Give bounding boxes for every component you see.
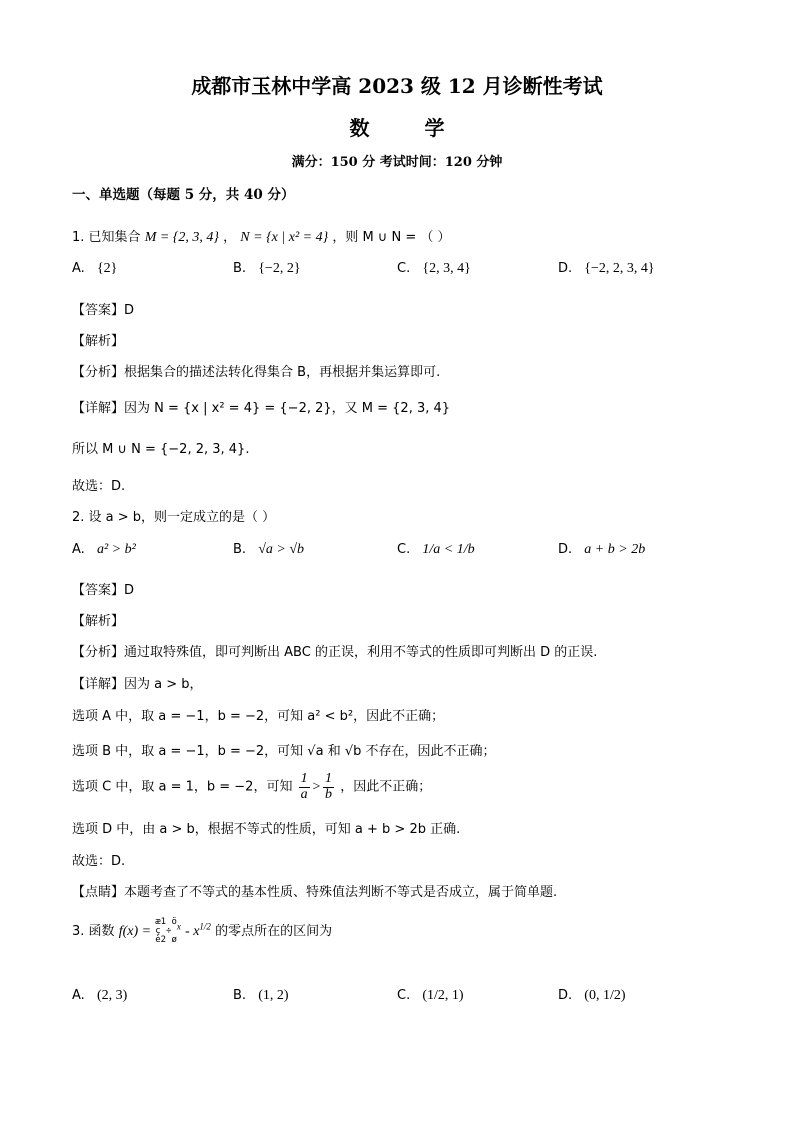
q2-line-b: 选项 B 中，取 a = −1，b = −2，可知 √a 和 √b 不存在，因此不正确； [72,744,496,759]
q2-fenxi: 【分析】通过取特殊值，即可判断出 ABC 的正误，利用不等式的性质即可判断出 D 的正误. [72,645,598,660]
q1-option-c[interactable]: C. {2, 3, 4} [397,261,471,276]
q3-option-d[interactable]: D. (0, 1/2) [558,988,626,1003]
q2-xiangjie: 【详解】因为 a > b， [72,677,203,692]
q1-set-n: N = {x | x² = 4} [240,230,329,245]
q3-func: f(x) = [118,924,152,939]
q2-analysis-tag: 【解析】 [72,614,125,629]
q2-answer: 【答案】D [72,583,135,598]
q1-option-b[interactable]: B. {−2, 2} [233,261,301,276]
q1-answer-value: D [124,303,135,318]
q2-frac-1b: $\frac{1}{b}$ [325,771,333,802]
q3-garbled-base: æ1 ö ç ÷ è2 ø [155,917,177,945]
q1-ask: ，则 M ∪ N = （ ） [332,230,451,245]
subject-title: 数 学 [349,116,469,140]
exam-title: 成都市玉林中学高 2023 级 12 月诊断性考试 [191,74,603,98]
q1-prefix: 1. 已知集合 [72,230,141,245]
q2-frac-1a: $\frac{1}{a}$ [300,771,308,802]
q2-option-d[interactable]: D. a + b > 2b [558,542,646,557]
q3-option-b[interactable]: B. (1, 2) [233,988,289,1003]
q1-analysis-tag: 【解析】 [72,334,125,349]
q1-set-m: M = {2, 3, 4} [144,230,219,245]
section-single-choice: 一、单选题（每题 5 分，共 40 分） [72,187,295,203]
q2-choose: 故选：D. [72,854,126,869]
q2-option-b[interactable]: B. √a > √b [233,542,305,557]
q2-option-c[interactable]: C. 1/a < 1/b [397,542,475,557]
q2-line-c: 选项 C 中，取 a = 1，b = −2，可知 $\frac{1}{a}$ > $\frac{1}{b}$ ，因此不正确； [72,771,432,802]
q1-option-d[interactable]: D. {−2, 2, 3, 4} [558,261,655,276]
q3-stem: 3. 函数 f(x) = æ1 ö ç ÷ è2 $ø^x - x^{1/2}$ 的零点所在的区间为 [72,917,333,945]
q1-conclusion: 所以 M ∪ N = {−2, 2, 3, 4}. [72,442,250,457]
q2-stem: 2. 设 a > b，则一定成立的是（ ） [72,510,276,525]
exam-meta: 满分：150 分 考试时间：120 分钟 [291,155,503,170]
q2-line-d: 选项 D 中，由 a > b，根据不等式的性质，可知 a + b > 2b 正确. [72,822,461,837]
q3-option-a[interactable]: A. (2, 3) [72,988,128,1003]
q1-answer: 【答案】D [72,303,135,318]
q2-line-a: 选项 A 中，取 a = −1，b = −2，可知 a² < b²，因此不正确； [72,709,445,724]
q2-answer-value: D [124,583,135,598]
q1-stem: 1. 已知集合 M = {2, 3, 4} ， N = {x | x² = 4} ，则 M ∪ N = （ ） [72,230,451,245]
q3-option-c[interactable]: C. (1/2, 1) [397,988,464,1003]
q2-option-a[interactable]: A. a² > b² [72,542,136,557]
q1-choose: 故选：D. [72,479,126,494]
q1-option-a[interactable]: A. {2} [72,261,118,276]
q2-dianjing: 【点睛】本题考查了不等式的基本性质、特殊值法判断不等式是否成立，属于简单题. [72,885,558,900]
q1-fenxi: 【分析】根据集合的描述法转化得集合 B，再根据并集运算即可. [72,365,441,380]
q1-xiangjie: 【详解】因为 N = {x | x² = 4} = {−2, 2}，又 M = {2, 3, 4} [72,401,451,416]
